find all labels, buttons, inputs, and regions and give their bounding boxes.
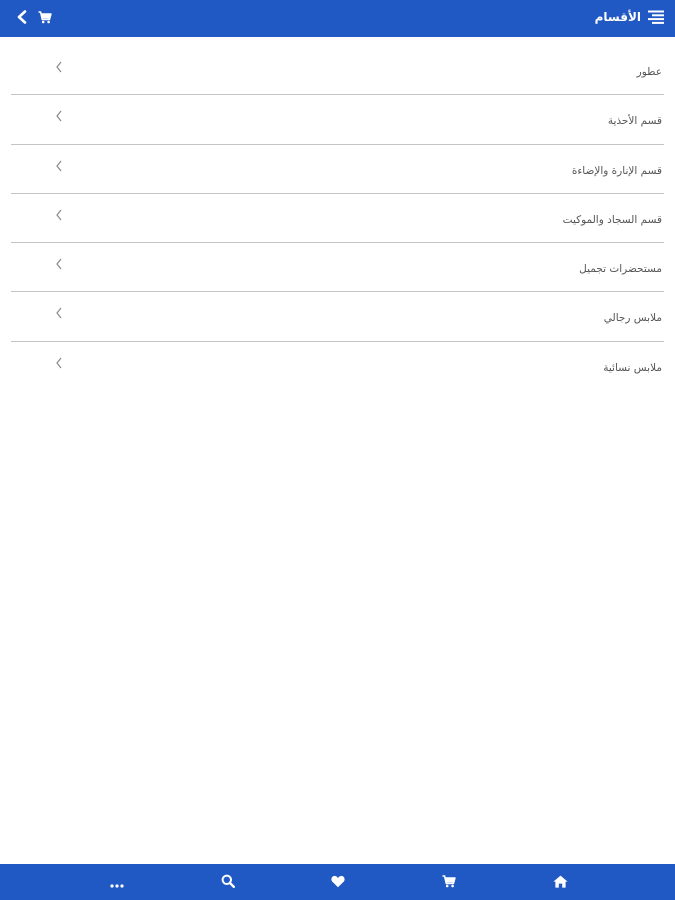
chevron-left-icon <box>53 208 65 222</box>
chevron-left-icon <box>53 109 65 123</box>
search-icon <box>221 873 235 892</box>
page-title: الأقسام <box>594 10 641 24</box>
chevron-left-icon <box>16 9 28 28</box>
category-label: عطور <box>636 66 662 78</box>
category-label: ملابس نسائية <box>603 361 662 374</box>
list-item[interactable] <box>11 243 664 292</box>
list-item[interactable] <box>11 342 664 391</box>
more-icon <box>110 873 124 892</box>
nav-search-button[interactable] <box>219 874 237 890</box>
menu-icon <box>648 9 664 28</box>
chevron-left-icon <box>53 60 65 74</box>
back-button[interactable] <box>12 8 32 28</box>
category-label: قسم الإنارة والإضاءة <box>571 164 662 177</box>
cart-icon <box>38 9 52 28</box>
header-cart-button[interactable] <box>36 9 54 27</box>
category-label: ملابس رجالي <box>603 312 662 325</box>
nav-home-button[interactable] <box>551 874 569 890</box>
category-label: قسم الأحذية <box>607 115 662 128</box>
heart-icon <box>331 873 345 892</box>
list-item[interactable] <box>11 145 664 194</box>
list-item[interactable] <box>11 292 664 341</box>
nav-cart-button[interactable] <box>440 874 458 890</box>
chevron-left-icon <box>53 159 65 173</box>
bottom-navigation <box>0 864 675 900</box>
chevron-left-icon <box>53 306 65 320</box>
cart-icon <box>442 873 456 892</box>
menu-button[interactable] <box>647 9 665 27</box>
list-item[interactable] <box>11 95 664 144</box>
home-icon <box>553 873 568 892</box>
category-list <box>0 46 675 391</box>
nav-more-button[interactable] <box>108 874 126 890</box>
chevron-left-icon <box>53 356 65 370</box>
list-item[interactable] <box>11 46 664 95</box>
top-app-bar <box>0 0 675 37</box>
chevron-left-icon <box>53 257 65 271</box>
category-label: مستحضرات تجميل <box>579 263 662 276</box>
list-item[interactable] <box>11 194 664 243</box>
nav-favorites-button[interactable] <box>329 874 347 890</box>
category-label: قسم السجاد والموكيت <box>562 213 662 226</box>
